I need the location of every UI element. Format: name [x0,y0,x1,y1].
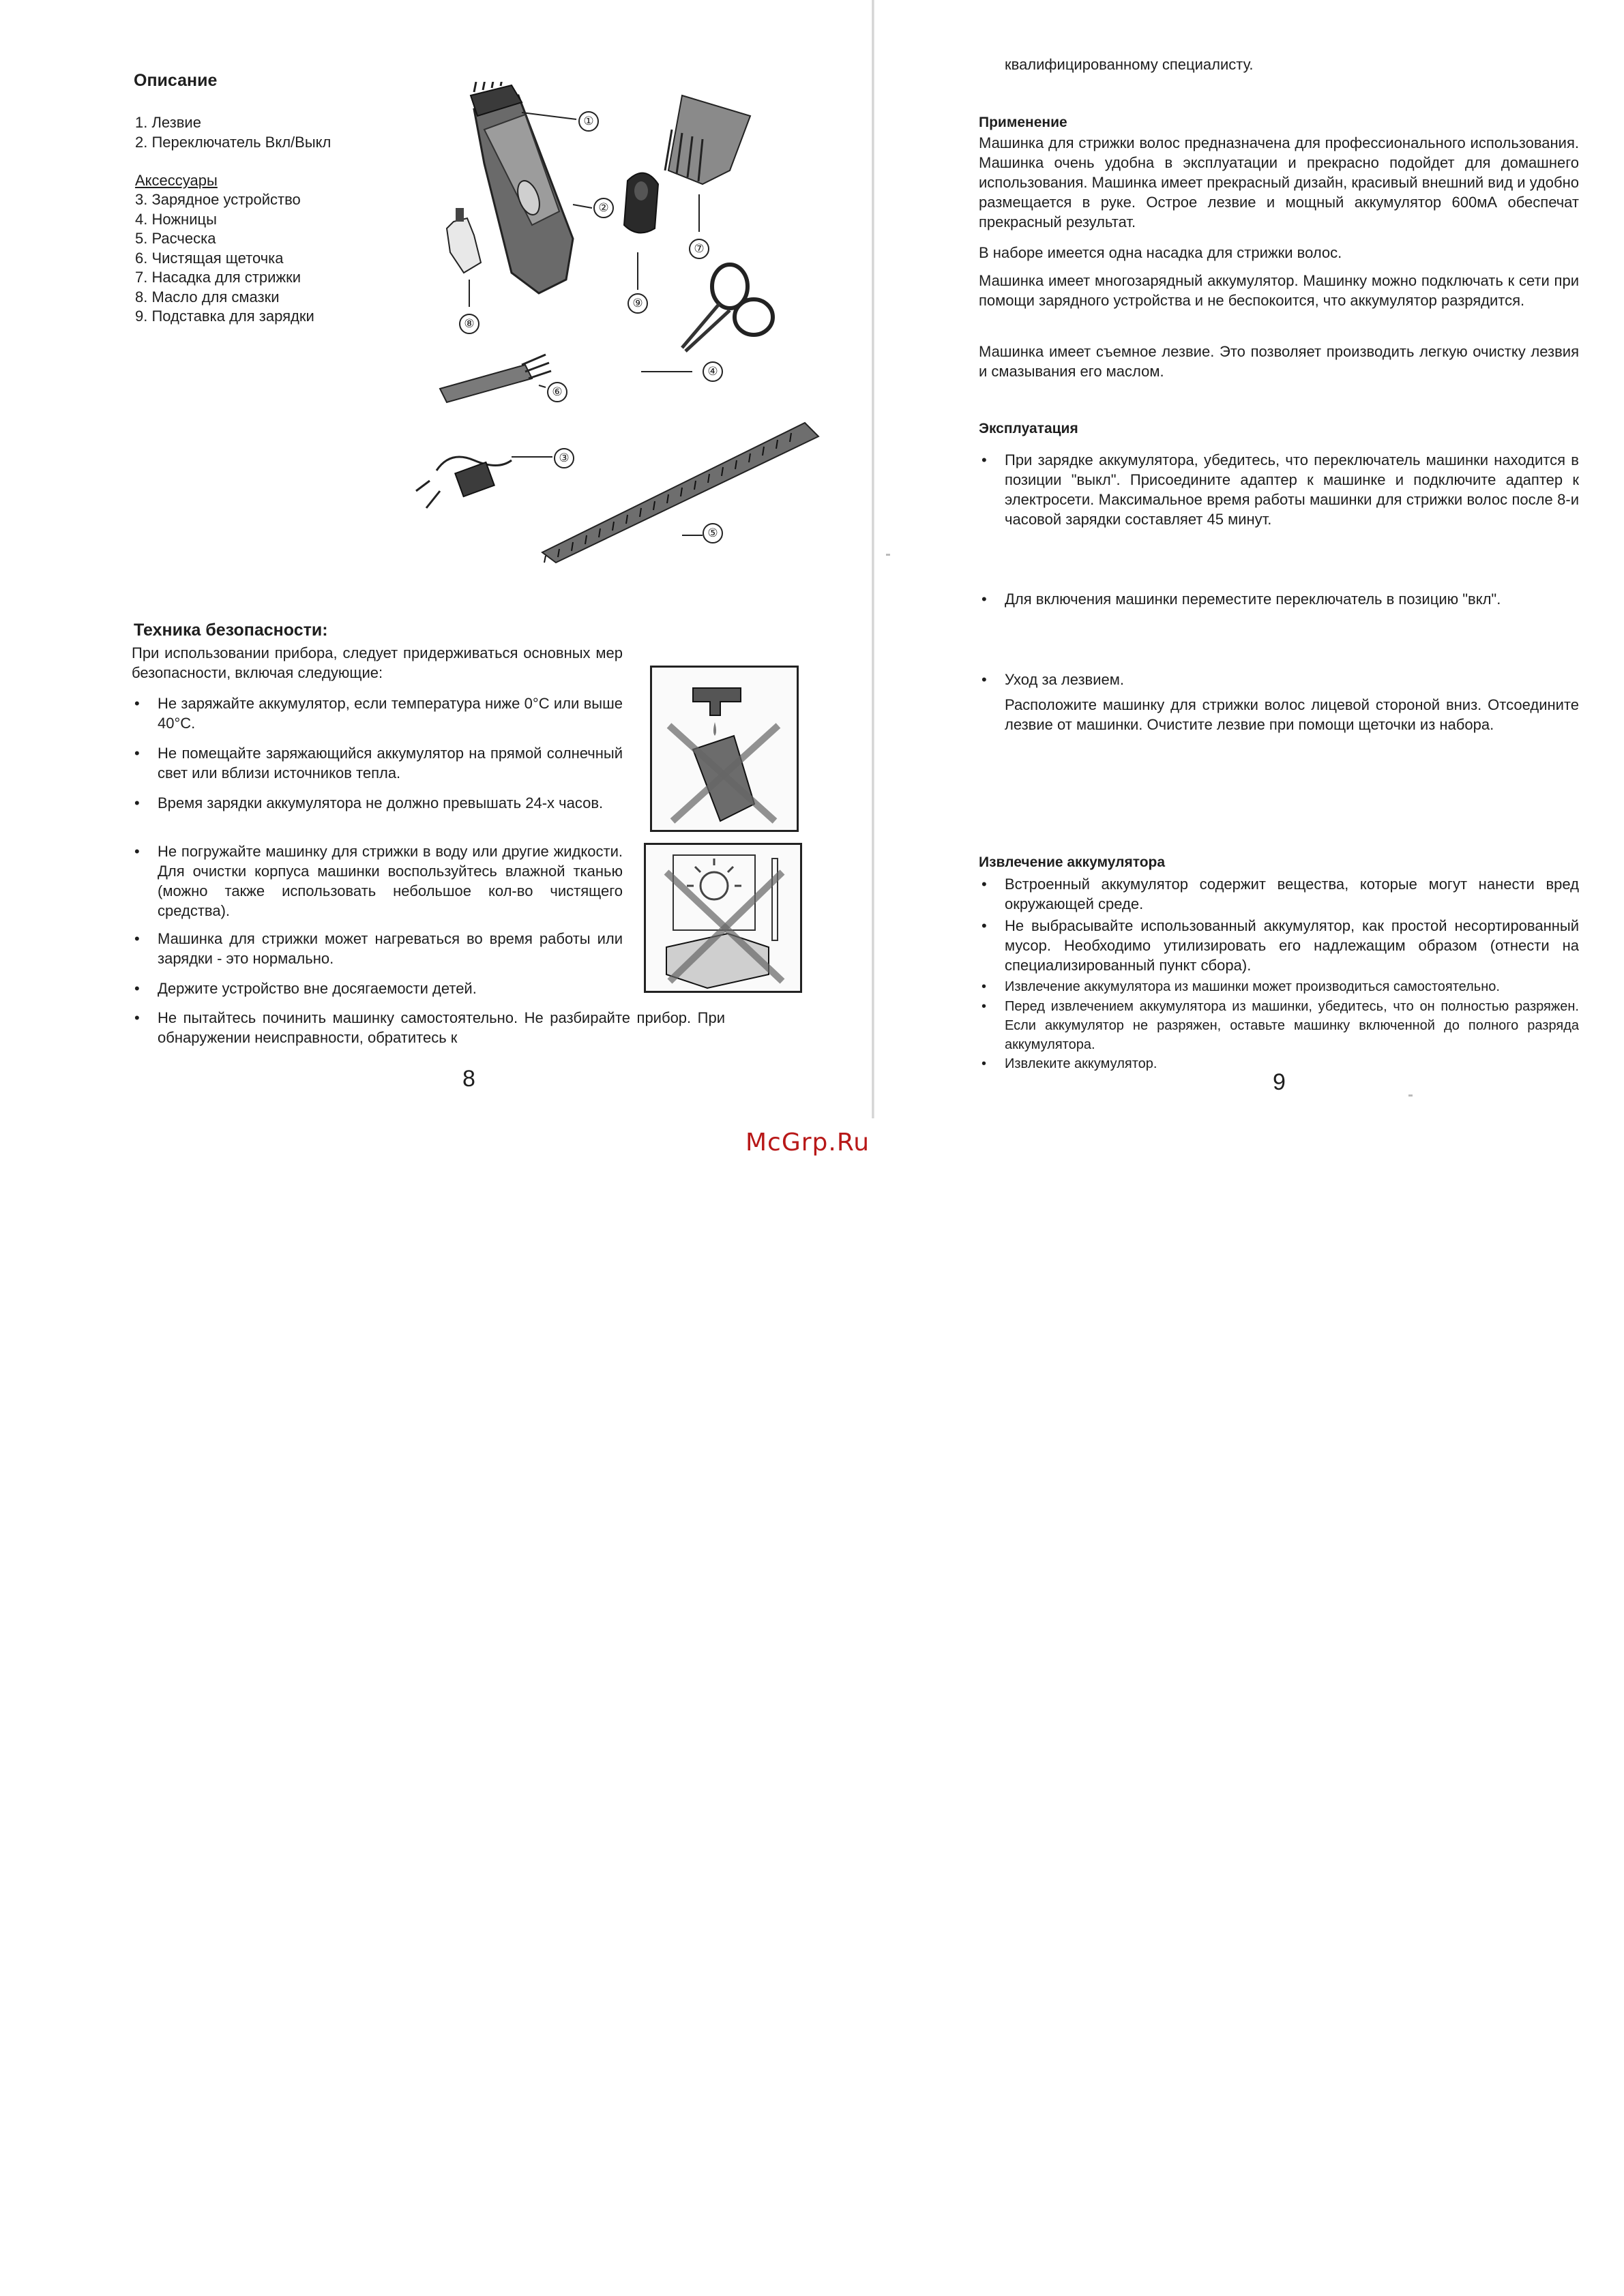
battery-bullet: • Извлечение аккумулятора из машинки может производиться самостоятельно. [979,977,1593,996]
safety-bullet: • Время зарядки аккумулятора не должно превышать 24-х часов. [132,793,623,813]
watermark: McGrp.Ru [745,1129,870,1157]
safety-title: Техника безопасности: [134,621,328,640]
battery-bullet: • Перед извлечением аккумулятора из машинки, убедитесь, что он полностью разряжен. Если аккумулятор не разряжен, оставьте машинку включенной до полного разряда аккумулятора. [979,997,1579,1054]
charger-illustration [416,457,512,508]
callout-7: ⑦ [689,239,709,259]
page-number-right: 9 [1273,1069,1286,1095]
no-water-warning-icon [650,666,799,832]
safety-bullet: • Не пытайтесь починить машинку самостоятельно. Не разбирайте прибор. При обнаружении неисправности, обратитесь к [132,1008,725,1047]
comb-illustration [542,423,818,563]
blade-care-text: Расположите машинку для стрижки волос лицевой стороной вниз. Отсоедините лезвие от машинки. Очистите лезвие при помощи щеточки из набора. [1005,696,1579,733]
list-item: 7. Насадка для стрижки [135,269,301,286]
operation-bullet: • При зарядке аккумулятора, убедитесь, что переключатель машинки находится в позиции "выкл". Присоедините адаптер к машинке и подключите адаптер к электросети. Максимальное время работы машинки для стрижки волос после 8-и часовой зарядки составляет 45 минут. [979,450,1579,529]
usage-paragraph: Машинка для стрижки волос предназначена для профессионального использования. Машинка очень удобна в эксплуатации и прекрасно подойдет для домашнего использования. Машинка имеет прекрасный дизайн, красивый внешний вид и удобно размещается в руке. Острое лезвие и мощный аккумулятор 600мА обеспечат прекрасный результат. [979,134,1579,230]
cleaning-brush-illustration [440,355,551,402]
battery-title: Извлечение аккумулятора [979,854,1166,870]
usage-paragraph: Машинка имеет съемное лезвие. Это позволяет производить легкую очистку лезвия и смазывания его маслом. [979,343,1579,380]
usage-paragraph: В наборе имеется одна насадка для стрижки волос. [979,244,1342,261]
safety-bullet: • Не заряжайте аккумулятор, если температура ниже 0°C или выше 40°C. [132,694,623,733]
list-item: 2. Переключатель Вкл/Выкл [135,133,331,151]
safety-bullet: • Машинка для стрижки может нагреваться во время работы или зарядки - это нормально. [132,929,623,968]
list-item: 8. Масло для смазки [135,288,280,305]
charging-stand-illustration [624,173,658,233]
right-page [874,0,1624,1159]
callout-6: ⑥ [547,382,567,402]
callout-4: ④ [703,361,723,382]
list-item: 1. Лезвие [135,114,201,131]
list-item: 6. Чистящая щеточка [135,249,284,267]
safety-intro: При использовании прибора, следует придерживаться основных мер безопасности, включая следующие: [132,644,623,681]
battery-bullet: • Встроенный аккумулятор содержит вещества, которые могут нанести вред окружающей среде. [979,874,1579,914]
list-item: 9. Подставка для зарядки [135,308,314,325]
safety-bullet: • Держите устройство вне досягаемости детей. [132,979,623,998]
accessories-list [135,190,314,327]
comb-attachment-illustration [665,95,750,184]
list-item: 3. Зарядное устройство [135,191,301,208]
oil-bottle-illustration [447,208,481,273]
callout-3: ③ [554,448,574,468]
list-item: 4. Ножницы [135,210,217,228]
callout-9: ⑨ [628,293,648,314]
description-title: Описание [134,71,218,90]
usage-title: Применение [979,115,1067,130]
clipper-illustration [471,82,573,293]
safety-bullet: • Не помещайте заряжающийся аккумулятор на прямой солнечный свет или вблизи источников тепла. [132,743,623,783]
scan-speck [886,554,890,556]
callout-5: ⑤ [703,523,723,543]
scan-speck [1408,1094,1413,1097]
callout-2: ② [593,198,614,218]
left-page [0,0,874,1159]
list-item: 5. Расческа [135,230,216,247]
safety-bullet: • Не погружайте машинку для стрижки в воду или другие жидкости. Для очистки корпуса машинки воспользуйтесь влажной тканью (можно также использовать небольшое кол-во чистящего средства). [132,841,623,921]
parts-list [135,113,331,152]
callout-8: ⑧ [459,314,479,334]
callout-1: ① [578,111,599,132]
battery-bullet: • Не выбрасывайте использованный аккумулятор, как простой несортированный мусор. Необходимо утилизировать его надлежащим образом (отнести на специализированный пункт сбора). [979,916,1579,975]
usage-paragraph: Машинка имеет многозарядный аккумулятор. Машинку можно подключать к сети при помощи зарядного устройства и не беспокоится, что аккумулятор разрядится. [979,272,1579,309]
accessories-heading: Аксессуары [135,172,218,189]
scissors-illustration [682,265,773,351]
no-heat-warning-icon [644,843,802,993]
operation-bullet: • Уход за лезвием. [979,670,1579,689]
continuation-text: квалифицированному специалисту. [1005,56,1254,73]
page-number-left: 8 [462,1066,475,1092]
operation-bullet: • Для включения машинки переместите переключатель в позицию "вкл". [979,589,1579,609]
battery-bullet: • Извлеките аккумулятор. [979,1054,1579,1073]
operation-title: Эксплуатация [979,421,1078,436]
